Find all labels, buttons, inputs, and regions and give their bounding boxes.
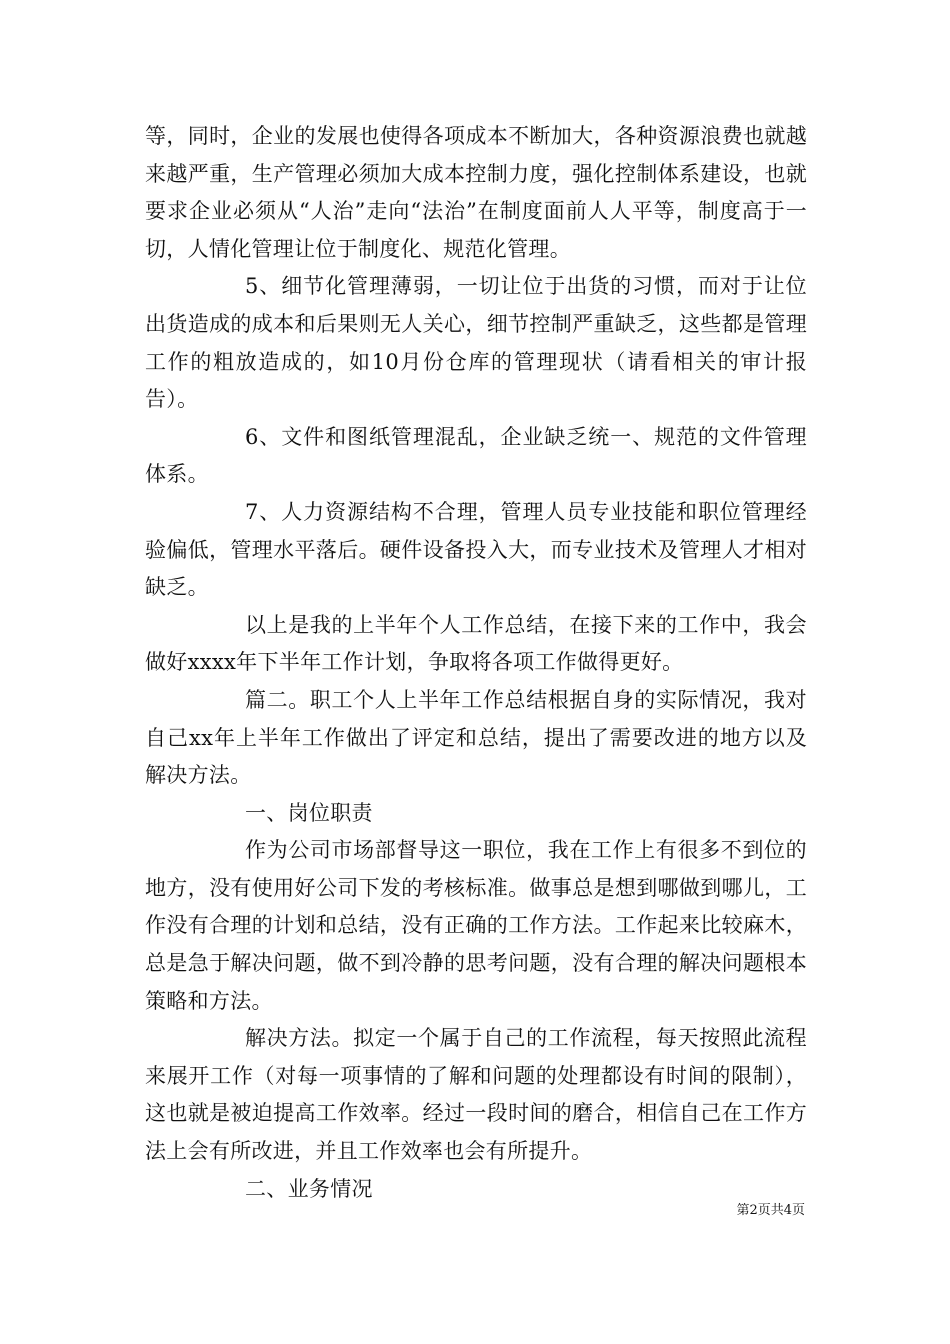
section-heading-business: 二、业务情况 bbox=[245, 1176, 373, 1201]
paragraph-continuation: 等，同时，企业的发展也使得各项成本不断加大，各种资源浪费也就越来越严重，生产管理必须加大成本控制力度，强化控制体系建设，也就要求企业必须从“人治”走向“法治”在制度面前人人平等，制度高于一切，人情化管理让位于制度化、规范化管理。 bbox=[145, 124, 807, 261]
document-body bbox=[145, 118, 807, 1208]
paragraph-item-5: 5、细节化管理薄弱，一切让位于出货的习惯，而对于让位出货造成的成本和后果则无人关心，细节控制严重缺乏，这些都是管理工作的粗放造成的，如10月份仓库的管理现状（请看相关的审计报告）。 bbox=[145, 274, 807, 412]
paragraph-job-duties: 作为公司市场部督导这一职位，我在工作上有很多不到位的地方，没有使用好公司下发的考核标准。做事总是想到哪做到哪儿，工作没有合理的计划和总结，没有正确的工作方法。工作起来比较麻木，总是急于解决问题，做不到冷静的思考问题，没有合理的解决问题根本策略和方法。 bbox=[145, 838, 807, 1013]
paragraph-item-7: 7、人力资源结构不合理，管理人员专业技能和职位管理经验偏低，管理水平落后。硬件设备投入大，而专业技术及管理人才相对缺乏。 bbox=[145, 499, 807, 600]
paragraph-part-two-intro: 篇二。职工个人上半年工作总结根据自身的实际情况，我对自己xx年上半年工作做出了评定和总结，提出了需要改进的地方以及解决方法。 bbox=[145, 687, 807, 788]
section-heading-job-duties: 一、岗位职责 bbox=[245, 800, 373, 825]
page-number-footer: 第2页共4页 bbox=[736, 1203, 805, 1218]
paragraph-item-6: 6、文件和图纸管理混乱，企业缺乏统一、规范的文件管理体系。 bbox=[145, 424, 807, 487]
paragraph-summary: 以上是我的上半年个人工作总结，在接下来的工作中，我会做好xxxx年下半年工作计划，争取将各项工作做得更好。 bbox=[145, 612, 807, 675]
paragraph-solution: 解决方法。拟定一个属于自己的工作流程，每天按照此流程来展开工作（对每一项事情的了解和问题的处理都设有时间的限制），这也就是被迫提高工作效率。经过一段时间的磨合，相信自己在工作方法上会有所改进，并且工作效率也会有所提升。 bbox=[145, 1026, 807, 1164]
